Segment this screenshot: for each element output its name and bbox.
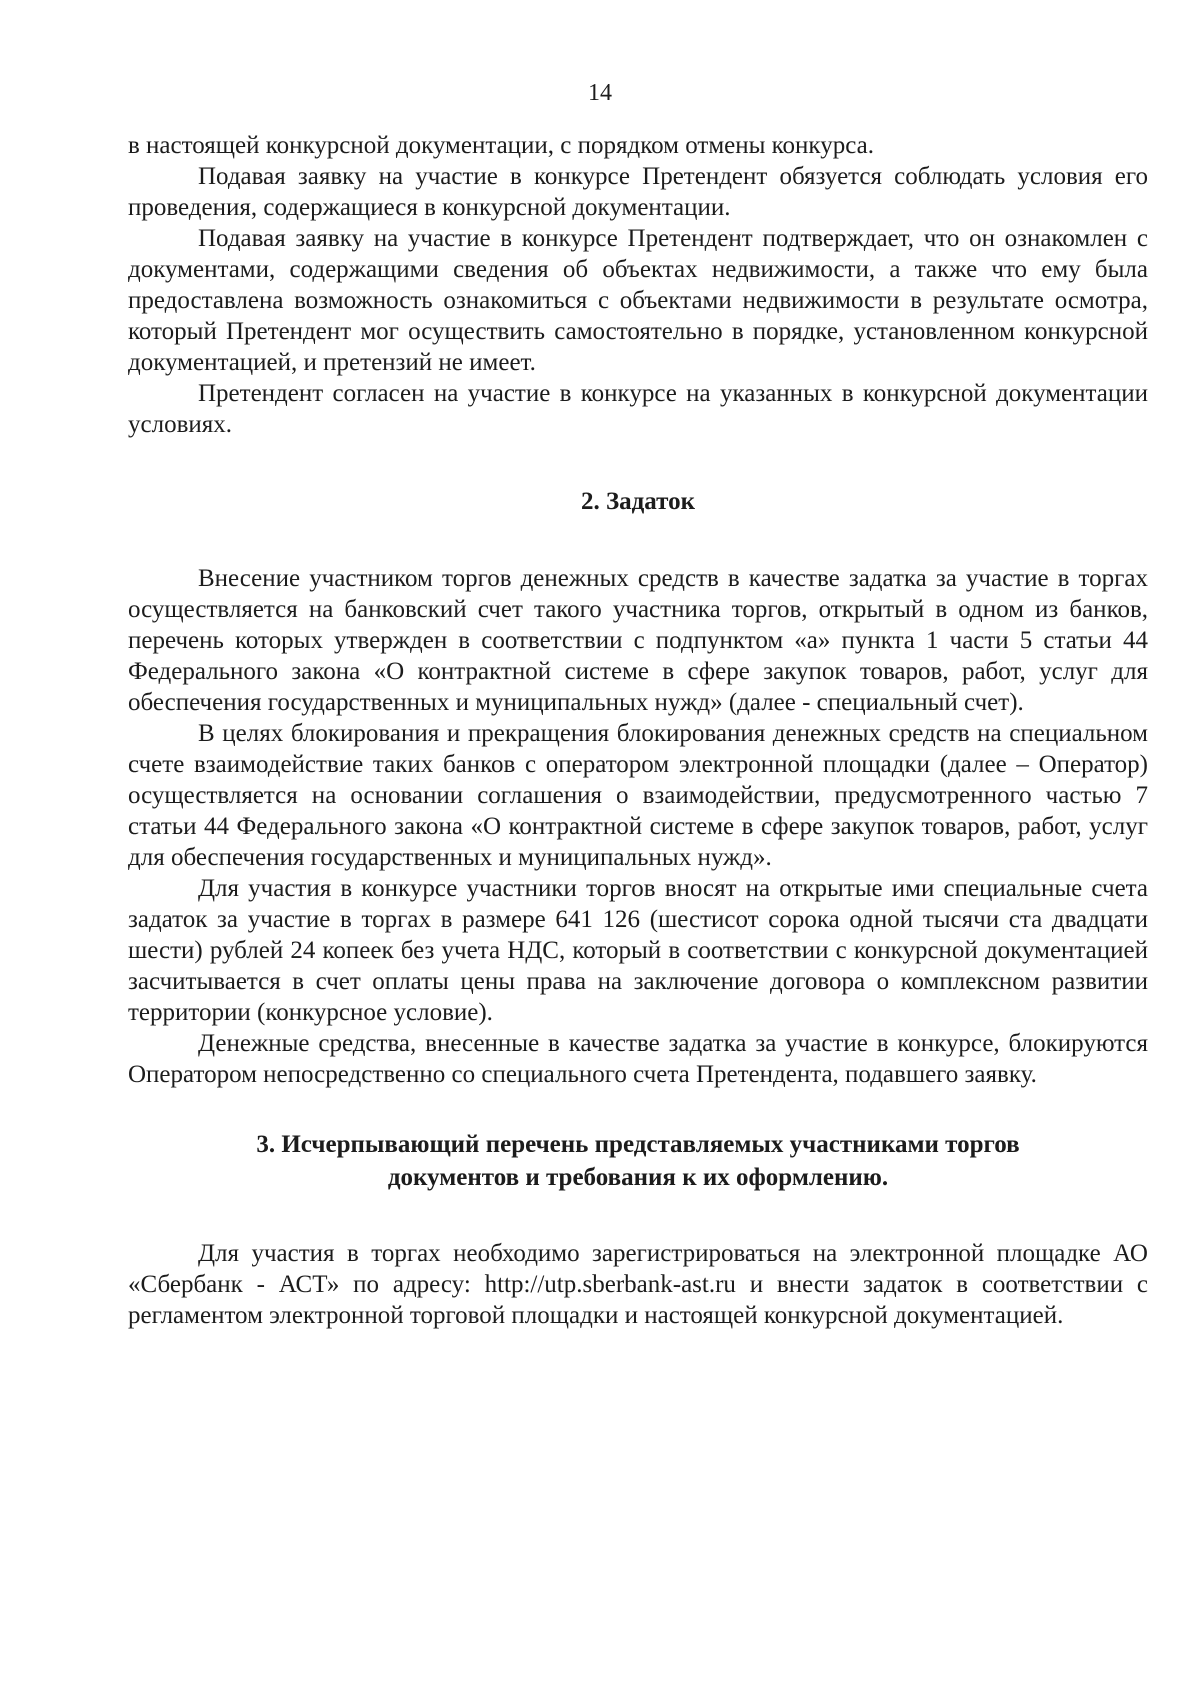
paragraph-blocking: В целях блокирования и прекращения блокирования денежных средств на специальном счете взаимодействие таких банков с оператором электронной площадки (далее – Оператор) осуществляется на основании соглашения о взаимодействии, предусмотренного частью 7 статьи 44 Федерального закона «О контрактной системе в сфере закупок товаров, работ, услуг для обеспечения государственных и муниципальных нужд». xyxy=(128,720,1148,871)
heading-line-2: документов и требования к их оформлению. xyxy=(387,1164,889,1191)
page-number: 14 xyxy=(588,80,612,106)
heading-line-1: 3. Исчерпывающий перечень представляемых участниками торгов xyxy=(256,1131,1020,1158)
paragraph-registration: Для участия в торгах необходимо зарегистрироваться на электронной площадке АО «Сбербанк - АСТ» по адресу: http://utp.sberbank-ast.ru и внести задаток в соответствии с регламентом электронной торговой площадки и настоящей конкурсной документацией. xyxy=(128,1240,1148,1329)
paragraph-deposit-account: Внесение участником торгов денежных средств в качестве задатка за участие в торгах осуществляется на банковский счет такого участника торгов, открытый в одном из банков, перечень которых утвержден в соответствии с подпунктом «а» пункта 1 части 5 статьи 44 Федерального закона «О контрактной системе в сфере закупок товаров, работ, услуг для обеспечения государственных и муниципальных нужд» (далее - специальный счет). xyxy=(128,565,1148,716)
document-body xyxy=(128,130,1148,1331)
section-heading-documents xyxy=(128,1128,1148,1194)
paragraph-confirmation: Подавая заявку на участие в конкурсе Претендент подтверждает, что он ознакомлен с документами, содержащими сведения об объектах недвижимости, а также что ему была предоставлена возможность ознакомиться с объектами недвижимости в результате осмотра, который Претендент мог осуществить самостоятельно в порядке, установленном конкурсной документацией, и претензий не имеет. xyxy=(128,225,1148,376)
paragraph-consent: Претендент согласен на участие в конкурсе на указанных в конкурсной документации условиях. xyxy=(128,380,1148,438)
paragraph-continuation: в настоящей конкурсной документации, с порядком отмены конкурса. xyxy=(128,132,874,159)
paragraph-operator-blocking: Денежные средства, внесенные в качестве задатка за участие в конкурсе, блокируются Оператором непосредственно со специального счета Претендента, подавшего заявку. xyxy=(128,1030,1148,1088)
paragraph-obligation: Подавая заявку на участие в конкурсе Претендент обязуется соблюдать условия его проведения, содержащиеся в конкурсной документации. xyxy=(128,163,1148,221)
paragraph-deposit-amount: Для участия в конкурсе участники торгов вносят на открытые ими специальные счета задаток за участие в торгах в размере 641 126 (шестисот сорока одной тысячи ста двадцати шести) рублей 24 копеек без учета НДС, который в соответствии с конкурсной документацией засчитывается в счет оплаты цены права на заключение договора о комплексном развитии территории (конкурсное условие). xyxy=(128,875,1148,1026)
section-heading-deposit: 2. Задаток xyxy=(580,488,696,515)
